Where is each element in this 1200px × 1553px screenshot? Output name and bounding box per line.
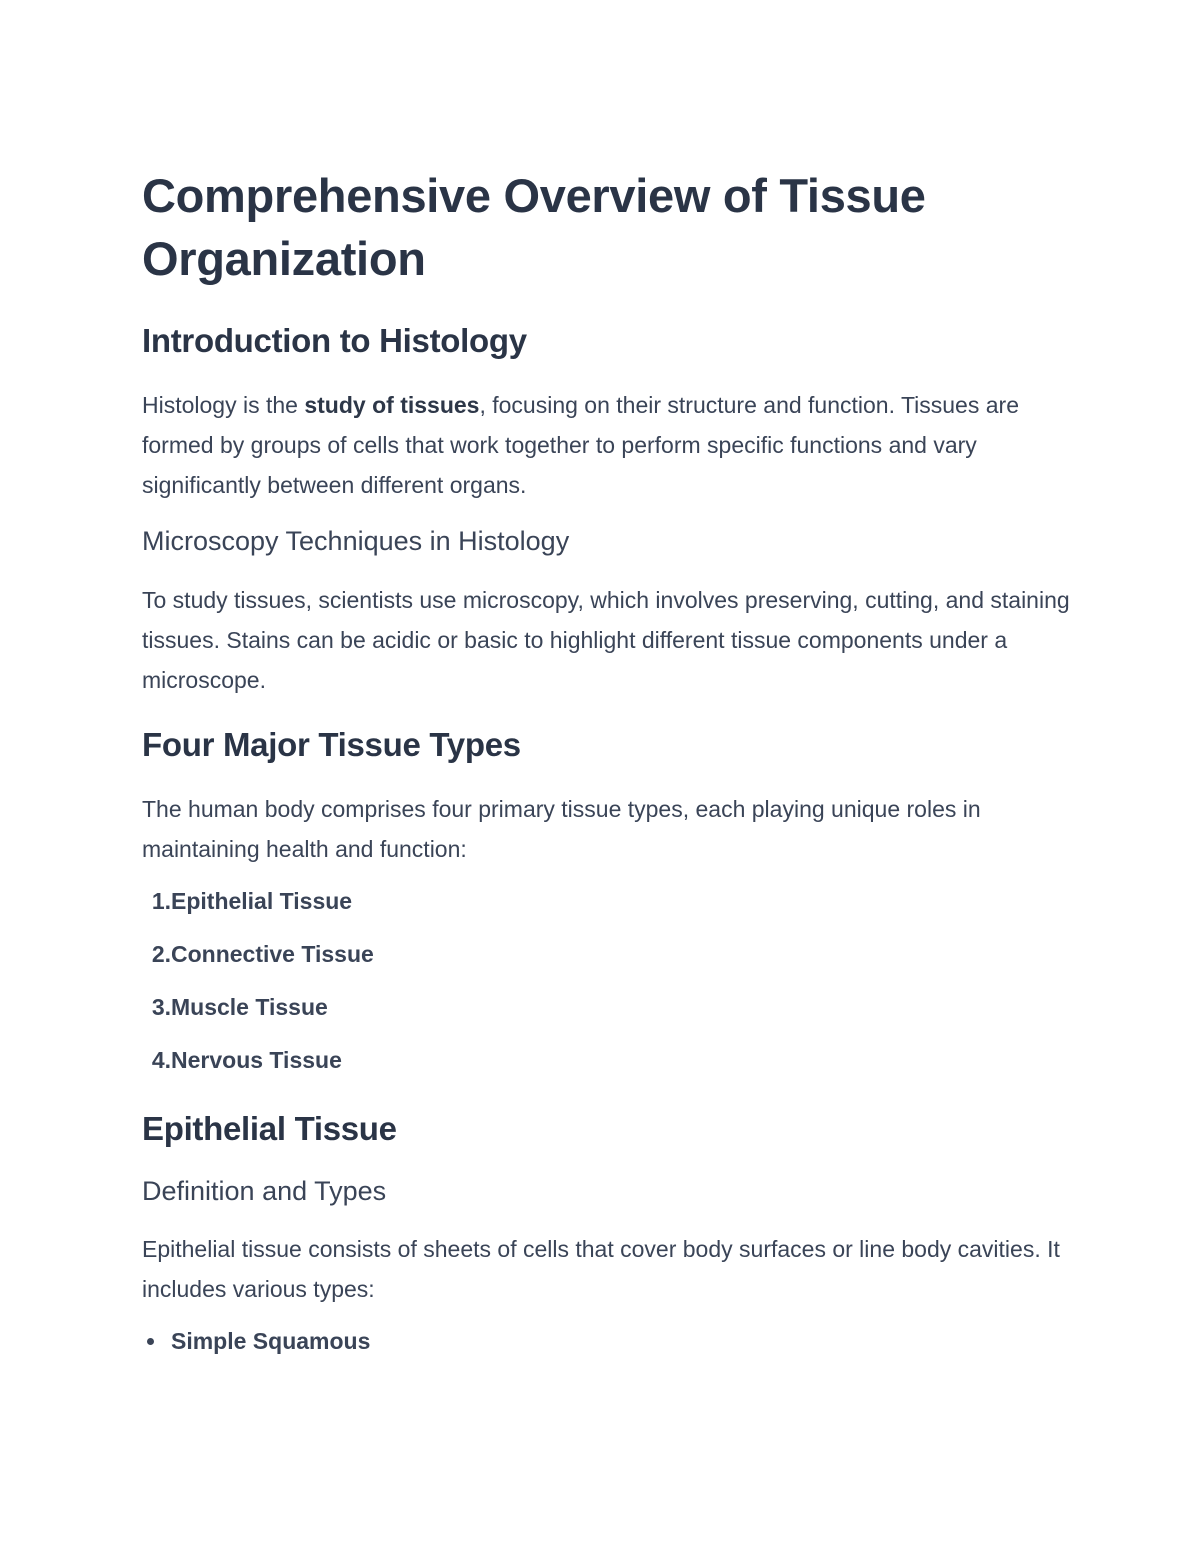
list-item (142, 992, 1072, 1022)
list-item-number: 1. (151, 888, 171, 914)
bullet-icon (142, 1326, 171, 1356)
list-item-label: Muscle Tissue (171, 994, 328, 1020)
list-item (142, 1326, 1072, 1356)
intro-text-after: , focusing on their structure and function. Tissues are formed by groups of cells that work together to perform specific functions and vary significantly between different organs. (142, 392, 1019, 498)
microscopy-paragraph: To study tissues, scientists use microscopy, which involves preserving, cutting, and staining tissues. Stains can be acidic or basic to highlight different tissue components under a microscope. (142, 587, 1070, 693)
intro-text-bold: study of tissues (304, 392, 480, 418)
list-item-number: 2. (151, 941, 171, 967)
intro-text-before: Histology is the (142, 392, 305, 418)
four-types-paragraph: The human body comprises four primary tissue types, each playing unique roles in maintaining health and function: (142, 796, 981, 862)
intro-paragraph (142, 385, 1072, 505)
list-item-label: Simple Squamous (171, 1328, 371, 1354)
subheading-definition-types: Definition and Types (142, 1176, 387, 1206)
list-item (142, 886, 1072, 916)
document-page (142, 164, 1072, 1356)
subheading-microscopy: Microscopy Techniques in Histology (142, 526, 570, 556)
section-heading-epithelial: Epithelial Tissue (142, 1110, 397, 1147)
list-item-number: 4. (151, 1047, 171, 1073)
list-item-label: Epithelial Tissue (171, 888, 353, 914)
list-item (142, 1045, 1072, 1075)
list-item (142, 939, 1072, 969)
section-heading-intro: Introduction to Histology (142, 322, 527, 359)
section-heading-four-types: Four Major Tissue Types (142, 726, 521, 763)
list-item-label: Nervous Tissue (171, 1047, 342, 1073)
tissue-types-list (142, 886, 1072, 1075)
list-item-label: Connective Tissue (171, 941, 374, 967)
list-item-number: 3. (151, 994, 171, 1020)
epithelial-paragraph: Epithelial tissue consists of sheets of cells that cover body surfaces or line body cavities. It includes various types: (142, 1236, 1060, 1302)
epithelial-types-list (142, 1326, 1072, 1356)
page-title: Comprehensive Overview of Tissue Organization (142, 169, 926, 285)
